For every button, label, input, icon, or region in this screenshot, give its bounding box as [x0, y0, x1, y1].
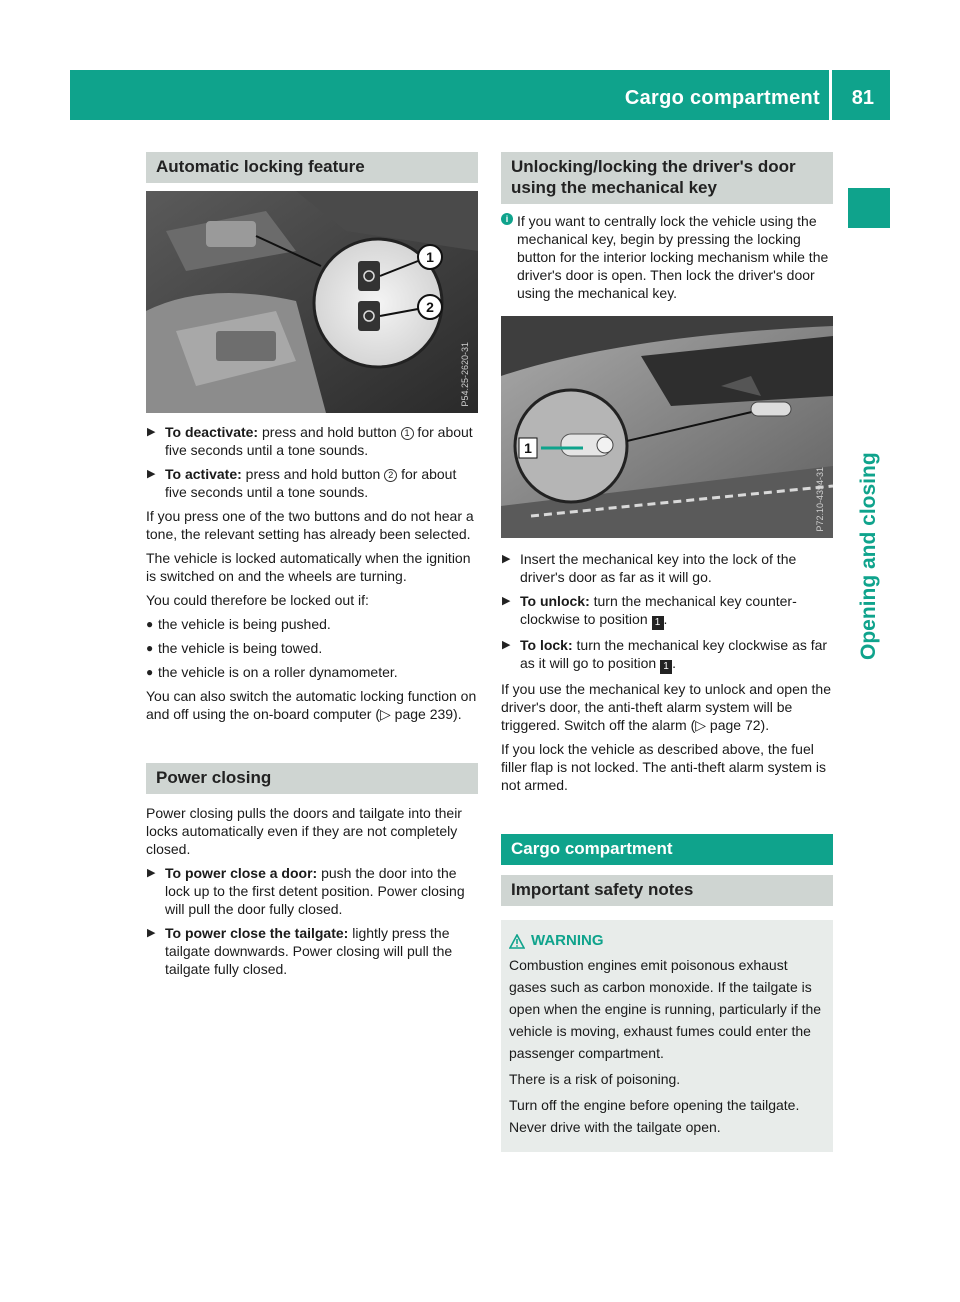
paragraph: You could therefore be locked out if:: [146, 592, 369, 608]
list-item: ● the vehicle is being pushed.: [146, 616, 331, 632]
warning-triangle-icon: [509, 934, 525, 949]
header-divider: [829, 70, 832, 120]
button-2-marker: 2: [384, 469, 397, 482]
info-icon: i: [501, 213, 513, 225]
arrow-icon: ▶: [147, 927, 156, 939]
left-column: [146, 152, 478, 978]
page-number: 81: [851, 87, 874, 109]
right-column: [501, 152, 833, 1152]
chapter-title: Cargo compartment: [624, 87, 820, 109]
side-tab-label: Opening and closing: [857, 452, 880, 660]
callout-1: 1: [524, 440, 532, 456]
paragraph: The vehicle is locked automatically when the ignition is switched on and the wheels are turning.: [146, 550, 471, 584]
warning-text: Turn off the engine before opening the tailgate. Never drive with the tailgate open.: [509, 1097, 800, 1135]
step-activate: ▶ To activate: press and hold button 2 for about five seconds until a tone sounds.: [147, 466, 457, 500]
car-door-illustration: [501, 316, 833, 538]
door-lock-figure: [501, 316, 833, 538]
list-item: ● the vehicle is on a roller dynamometer.: [146, 664, 398, 680]
arrow-icon: ▶: [502, 595, 511, 607]
arrow-icon: ▶: [147, 426, 156, 438]
callout-2: 2: [426, 299, 434, 315]
step-insert-key: ▶ Insert the mechanical key into the lock of the driver's door as far as it will go.: [502, 551, 797, 585]
section-heading-safety-notes: Important safety notes: [501, 875, 833, 906]
arrow-icon: ▶: [502, 639, 511, 651]
position-1-marker: 1: [660, 660, 672, 674]
side-tab-marker: [848, 188, 890, 228]
section-heading-automatic-locking: Automatic locking feature: [146, 152, 478, 183]
figure-code: P54.25-2620-31: [460, 342, 470, 407]
step-lock: ▶ To lock: turn the mechanical key clockwise as far as it will go to position 1 .: [502, 637, 828, 672]
page-header: [70, 70, 890, 120]
step-power-close-door: ▶ To power close a door: push the door into the lock up to the first detent position. Power closing will pull the door fully closed.: [147, 865, 465, 917]
position-1-marker: 1: [652, 616, 664, 630]
callout-1: 1: [426, 249, 434, 265]
arrow-icon: ▶: [147, 468, 156, 480]
warning-text: There is a risk of poisoning.: [509, 1071, 681, 1087]
paragraph: Power closing pulls the doors and tailgate into their locks automatically even if they are not completely closed.: [146, 805, 462, 857]
step-power-close-tailgate: ▶ To power close the tailgate: lightly press the tailgate downwards. Power closing will pull the tailgate fully closed.: [147, 925, 453, 977]
door-panel-figure: [146, 191, 478, 413]
list-item: ● the vehicle is being towed.: [146, 640, 323, 656]
section-heading-power-closing: Power closing: [146, 763, 478, 794]
warning-text: Combustion engines emit poisonous exhaust gases such as carbon monoxide. If the tailgate is open when the engine is running, particularly if the vehicle is moving, exhaust fumes could enter the passenger compartment.: [509, 957, 822, 1061]
info-note: i If you want to centrally lock the vehicle using the mechanical key, begin by pressing the locking button for the interior locking mechanism while the driver's door is open. Then lock the driver's door using the mechanical key.: [501, 212, 833, 302]
door-panel-illustration: [146, 191, 478, 413]
bullet-icon: ●: [146, 617, 154, 631]
paragraph: If you press one of the two buttons and do not hear a tone, the relevant setting has already been selected.: [146, 508, 474, 542]
bullet-icon: ●: [146, 641, 154, 655]
button-1-marker: 1: [401, 427, 414, 440]
paragraph: If you lock the vehicle as described above, the fuel filler flap is not locked. The anti-theft alarm system is not armed.: [501, 741, 826, 793]
warning-box: [501, 920, 833, 1152]
arrow-icon: ▶: [147, 867, 156, 879]
arrow-icon: ▶: [502, 553, 511, 565]
paragraph: You can also switch the automatic locking function on and off using the on-board computer (▷ page 239).: [146, 688, 477, 722]
section-heading-cargo-compartment: Cargo compartment: [501, 834, 833, 865]
paragraph: If you use the mechanical key to unlock and open the driver's door, the anti-theft alarm system will be triggered. Switch off the alarm (▷ page 72).: [501, 681, 831, 733]
bullet-icon: ●: [146, 665, 154, 679]
figure-code: P72.10-4394-31: [815, 467, 825, 532]
section-heading-mechanical-key: Unlocking/locking the driver's door using the mechanical key: [501, 152, 833, 204]
warning-heading: WARNING: [509, 932, 825, 950]
step-unlock: ▶ To unlock: turn the mechanical key counter-clockwise to position 1 .: [502, 593, 797, 628]
step-deactivate: ▶ To deactivate: press and hold button 1 for about five seconds until a tone sounds.: [147, 424, 473, 458]
